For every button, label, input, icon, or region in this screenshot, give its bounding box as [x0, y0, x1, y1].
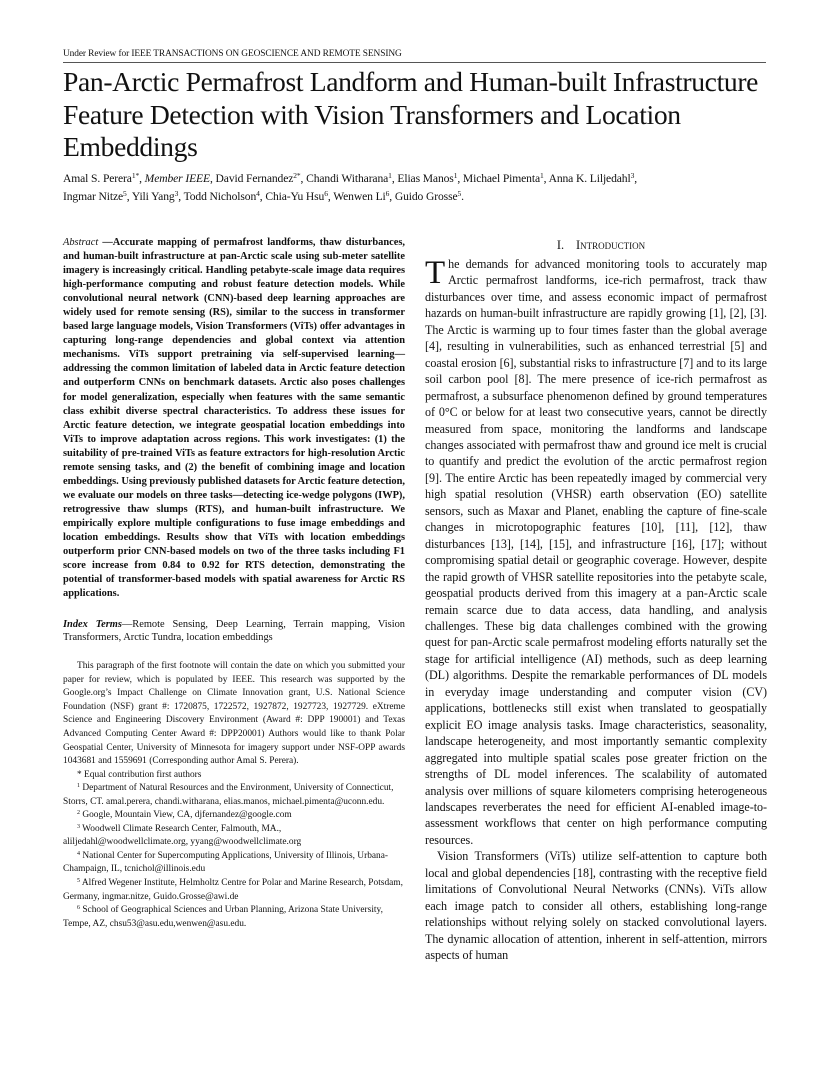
author-name: Elias Manos [397, 172, 454, 185]
affiliation-number: 6 [77, 905, 80, 912]
author-name: Yili Yang [131, 190, 175, 203]
intro-paragraph: Vision Transformers (ViTs) utilize self-attention to capture both local and global dependencies [18], contrasting with the receptive field limitations of Convolutional Neural Networks (CNNs). ViTs allow each image patch to consider all others, establishing long-range relationships without relying solely on stacked convolutional layers. The dynamic allocation of attention, inherent in self-attention, mirrors aspects of human [425, 849, 767, 963]
running-head: Under Review for IEEE TRANSACTIONS ON GEOSCIENCE AND REMOTE SENSING [63, 48, 766, 63]
section-heading [425, 236, 767, 254]
affiliation-text: Alfred Wegener Institute, Helmholtz Centre for Polar and Marine Research, Potsdam, Germany, ingmar.nitze, Guido.Grosse@awi.de [63, 877, 403, 902]
affiliation [63, 782, 405, 809]
author-affiliation-mark: 1 [540, 171, 544, 180]
author-name: Chandi Witharana [306, 172, 389, 185]
paper-title: Pan-Arctic Permafrost Landform and Human-built Infrastructure Feature Detection with Vision Transformers and Location Embeddings [63, 66, 759, 162]
affiliation [63, 850, 405, 877]
abstract-label: Abstract [63, 237, 99, 248]
author-affiliation-mark: 5 [123, 189, 127, 198]
index-terms-text: —Remote Sensing, Deep Learning, Terrain mapping, Vision Transformers, Arctic Tundra, location embeddings [63, 619, 405, 644]
footnotes [63, 660, 405, 931]
author-name: Ingmar Nitze [63, 190, 124, 203]
author-list: Amal S. Perera$^{1*}$, Member IEEE, David Fernandez$^{2*}$, Chandi Witharana$^1$, Elias Manos$^1$, Michael Pimenta$^1$, Anna K. Liljedahl$^3$, Ingmar Nitze$^5$, Yili Yang$^3$, Todd Nicholson$^4$, Chia-Yu Hsu$^6$, Wenwen Li$^6$, Guido Grosse$^5$. [63, 171, 637, 203]
affiliation-text: Woodwell Climate Research Center, Falmouth, MA., aliljedahl@woodwellclimate.org, yyang@woodwellclimate.org [63, 823, 302, 848]
affiliation-number: 3 [77, 823, 80, 830]
abstract [63, 236, 405, 601]
abstract-text: —Accurate mapping of permafrost landforms, thaw disturbances, and human-built infrastructure at pan-Arctic scale using sub-meter satellite imagery is increasingly critical. Handling petabyte-scale image data requires high-performance computing and robust feature detection models. While convolutional neural network (CNN)-based deep learning approaches are widely used for remote sensing (RS), similar to the success in transformer based large language models, Vision Transformers (ViTs) offer advantages in capturing long-range dependencies and global context via attention mechanisms. ViTs support pretraining via self-supervised learning—addressing the common limitation of labeled data in Arctic feature detection and outperform CNNs on benchmark datasets. Arctic also poses challenges for model generalization, especially when features with the same semantic class exhibit diverse spectral characteristics. To address these issues for Arctic feature detection, we integrate geospatial location embeddings into ViTs to improve adaptation across regions. This work investigates: (1) the suitability of pre-trained ViTs as feature extractors for high-resolution Arctic remote sensing tasks, and (2) the benefit of combining image and location embeddings. Using previously published datasets for Arctic feature detection, we evaluate our models on three tasks—detecting ice-wedge polygons (IWP), retrogressive thaw slumps (RTS), and human-built infrastructure. We empirically explore multiple configurations to fuse image embeddings and location embeddings. Results show that ViTs with location embeddings outperform prior CNN-based models on two of the three tasks including F1 score increase from 0.84 to 0.92 for RTS detection, demonstrating the potential of transformer-based models with spatial awareness for Arctic RS applications. [63, 237, 405, 600]
affiliation-number: 4 [77, 850, 80, 857]
index-terms [63, 618, 405, 644]
author-name: Chia-Yu Hsu [265, 190, 325, 203]
author-name: Amal S. Perera [63, 172, 132, 185]
drop-cap: T [425, 255, 446, 291]
author-affiliation-mark: 2* [293, 171, 301, 180]
introduction-body [425, 256, 767, 963]
author-name: Anna K. Liljedahl [548, 172, 631, 185]
affiliation-number: 1 [77, 783, 80, 790]
author-name: Todd Nicholson [183, 190, 257, 203]
footnote-equal-contribution: * Equal contribution first authors [77, 769, 202, 780]
author-affiliation-mark: 3 [630, 171, 635, 180]
affiliation-number: 2 [77, 810, 80, 817]
affiliation-text: National Center for Supercomputing Applications, University of Illinois, Urbana-Champaign, IL, tcnichol@illinois.edu [63, 850, 389, 875]
author-name: Guido Grosse [394, 190, 458, 203]
affiliation-number: 5 [77, 877, 80, 884]
author-affiliation-mark: 3 [174, 189, 179, 198]
author-name: David Fernandez [215, 172, 294, 185]
author-affiliation-mark: 6 [324, 189, 328, 198]
author-affiliation-mark: 5 [457, 189, 462, 198]
author-name: Wenwen Li [333, 190, 386, 203]
author-affiliation-mark: 1 [453, 171, 458, 180]
index-terms-label: Index Terms [63, 619, 122, 631]
affiliation [63, 809, 405, 823]
affiliation [63, 823, 405, 850]
affiliation [63, 904, 405, 931]
author-name: Michael Pimenta [462, 172, 540, 185]
footnote-funding: This paragraph of the first footnote will contain the date on which you submitted your paper for review, which is populated by IEEE. This research was supported by the Google.org’s Impact Challenge on Climate Innovation grant, U.S. National Science Foundation (NSF) grant #: 1720875, 1722572, 1927872, 1927723, 1927729. eXtreme Science and Engineering Discovery Environment (Award #: DPP 190001) and Texas Advanced Computing Center Award #: DPP20001) Authors would like to thank Polar Geospatial Center, University of Minnesota for imagery support under NSF-OPP awards 1043681 and 1559691 (Corresponding author Amal S. Perera). [63, 661, 405, 767]
author-affiliation-mark: 4 [256, 189, 260, 198]
affiliation [63, 877, 405, 904]
section-title: Introduction [576, 238, 646, 252]
left-column [63, 236, 405, 931]
author-affiliation-mark: 1* [131, 171, 140, 180]
author-affiliation-mark: 6 [385, 189, 390, 198]
affiliation-text: Department of Natural Resources and the Environment, University of Connecticut, Storrs, CT. amal.perera, chandi.witharana, elias.manos, michael.pimenta@uconn.edu. [63, 783, 394, 807]
right-column [425, 236, 767, 963]
author-membership: Member IEEE [144, 172, 210, 185]
intro-paragraph-text: he demands for advanced monitoring tools to accurately map Arctic permafrost landforms, ice-rich permafrost, track thaw disturbances over time, and assess economic impact of permafrost hazards on human-built infrastructure are rapidly growing [1], [2], [3]. The Arctic is warming up to four times faster than the global average [4], resulting in vulnerabilities, such as enhanced terrestrial [5] and coastal erosion [6], substantial risks to infrastructure [7] and to its large soil carbon pool [8]. The mere presence of ice-rich permafrost as permafrost, a subsurface phenomenon defined by ground temperatures of 0°C or below for at least two consecutive years, cannot be directly measured from space, monitoring the landforms and landscape changes associated with permafrost thaw and ground ice melt is crucial to quantify and predict the evolution of the arctic permafrost region [9]. The entire Arctic has been repeatedly imaged by commercial very high spatial resolution (VHSR) earth observation (EO) satellite sensors, such as Maxar and Planet, enabling the capture of fine-scale changes in microtopographic features [10], [11], [12], thaw disturbances [13], [14], [15], and infrastructure [16], [17]; without compromising spatial detail or geographic coverage. However, despite the rapid growth of VHSR satellite repositories into the petabyte scale, geospatial products derived from this imagery at a pan-Arctic scale remain scarce due to data access, data handling, and analysis challenges. These big data challenges combined with the growing quest for pan-Arctic scale permafrost modeling efforts naturally set the stage for artificial intelligence (AI) methods, such as deep learning (DL) algorithms. Despite the remarkable performances of DL models in everyday image understanding and computer vision (CV) applications, bottlenecks still exist when translated to geospatially explicit EO image analysis tasks. Image characteristics, seasonality, landscape heterogeneity, and most importantly semantic complexity aggregated into multiple spatial scales pose greater friction on the strengths of DL model inferences. The scalability of automated analysis over millions of square kilometers comprising heterogeneous landscapes reverberates the need for efficient AI-enabled image-to-assessment workflows that center on high performance computing resources. [425, 257, 767, 847]
author-affiliation-mark: 1 [388, 171, 392, 180]
affiliation-text: School of Geographical Sciences and Urban Planning, Arizona State University, Tempe, AZ, chsu53@asu.edu,wenwen@asu.edu. [63, 905, 383, 929]
section-number: I. [556, 238, 565, 252]
affiliation-text: Google, Mountain View, CA, djfernandez@google.com [80, 810, 292, 821]
intro-paragraph [425, 256, 767, 848]
